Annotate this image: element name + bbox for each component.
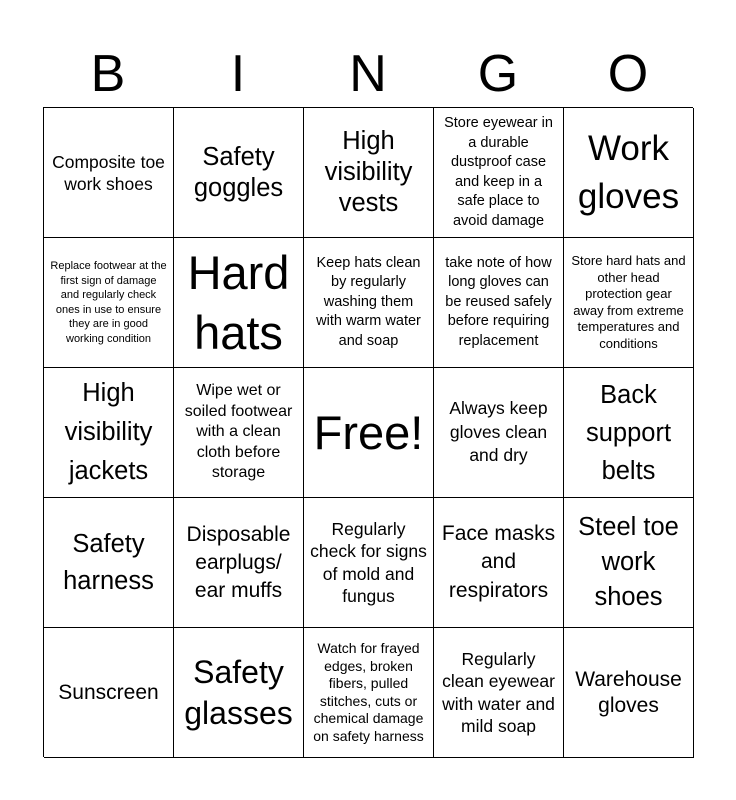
bingo-cell[interactable] (174, 628, 304, 758)
cell-text: Safety harness (63, 529, 154, 595)
bingo-cell[interactable] (174, 238, 304, 368)
cell-text: Regularly clean eyewear with water and mild soap (442, 648, 555, 736)
cell-text: Back support belts (585, 380, 672, 485)
bingo-cell[interactable] (434, 368, 564, 498)
cell-text: Replace footwear at the first sign of damage and regularly check ones in use to ensure they are in good working condition (50, 260, 167, 345)
cell-text: Safety glasses (184, 653, 293, 731)
cell-text: Warehouse gloves (575, 667, 682, 717)
cell-text: High visibility vests (324, 127, 413, 217)
bingo-cell[interactable] (434, 628, 564, 758)
cell-text: Safety goggles (193, 142, 284, 202)
header-letter-i: I (230, 45, 246, 103)
bingo-header (43, 42, 693, 106)
cell-text: Composite toe work shoes (52, 151, 165, 194)
bingo-cell[interactable] (44, 368, 174, 498)
cell-text: Work gloves (577, 128, 680, 216)
cell-text: Wipe wet or soiled footwear with a clean cloth before storage (184, 382, 293, 482)
bingo-cell[interactable] (304, 628, 434, 758)
cell-text: Hard hats (187, 245, 290, 359)
bingo-cell[interactable] (304, 108, 434, 238)
bingo-cell[interactable] (564, 368, 694, 498)
cell-text: Keep hats clean by regularly washing them with warm water and soap (316, 254, 421, 349)
cell-text: Store hard hats and other head protection gear away from extreme temperatures and conditions (571, 253, 686, 351)
bingo-cell[interactable] (44, 628, 174, 758)
bingo-cell[interactable] (44, 498, 174, 628)
bingo-cell[interactable] (174, 368, 304, 498)
bingo-cell[interactable] (434, 498, 564, 628)
cell-text: High visibility jackets (64, 379, 153, 485)
bingo-cell[interactable] (564, 108, 694, 238)
bingo-cell[interactable] (434, 108, 564, 238)
bingo-cell[interactable] (564, 238, 694, 368)
free-space[interactable] (304, 368, 434, 498)
bingo-cell[interactable] (434, 238, 564, 368)
header-letter-g: G (477, 45, 519, 103)
cell-text: Store eyewear in a durable dustproof case and keep in a safe place to avoid damage (444, 115, 553, 229)
cell-text: Steel toe work shoes (578, 513, 679, 611)
cell-text: Face masks and respirators (441, 521, 556, 602)
cell-text: Disposable earplugs/ ear muffs (186, 522, 291, 602)
cell-text: Regularly check for signs of mold and fungus (310, 518, 427, 606)
bingo-cell[interactable] (564, 498, 694, 628)
bingo-cell[interactable] (44, 108, 174, 238)
bingo-cell[interactable] (174, 108, 304, 238)
header-letter-o: O (607, 45, 649, 103)
cell-text: take note of how long gloves can be reused safely before requiring replacement (445, 254, 552, 349)
cell-text: Free! (313, 405, 424, 459)
bingo-cell[interactable] (174, 498, 304, 628)
header-letter-b: B (90, 45, 126, 103)
cell-text: Always keep gloves clean and dry (449, 398, 548, 466)
bingo-cell[interactable] (564, 628, 694, 758)
header-letter-n: N (349, 45, 387, 103)
bingo-board (43, 107, 693, 757)
bingo-cell[interactable] (304, 498, 434, 628)
cell-text: Watch for frayed edges, broken fibers, pulled stitches, cuts or chemical damage on safety harness (313, 640, 424, 744)
bingo-cell[interactable] (44, 238, 174, 368)
cell-text: Sunscreen (58, 681, 159, 704)
bingo-cell[interactable] (304, 238, 434, 368)
